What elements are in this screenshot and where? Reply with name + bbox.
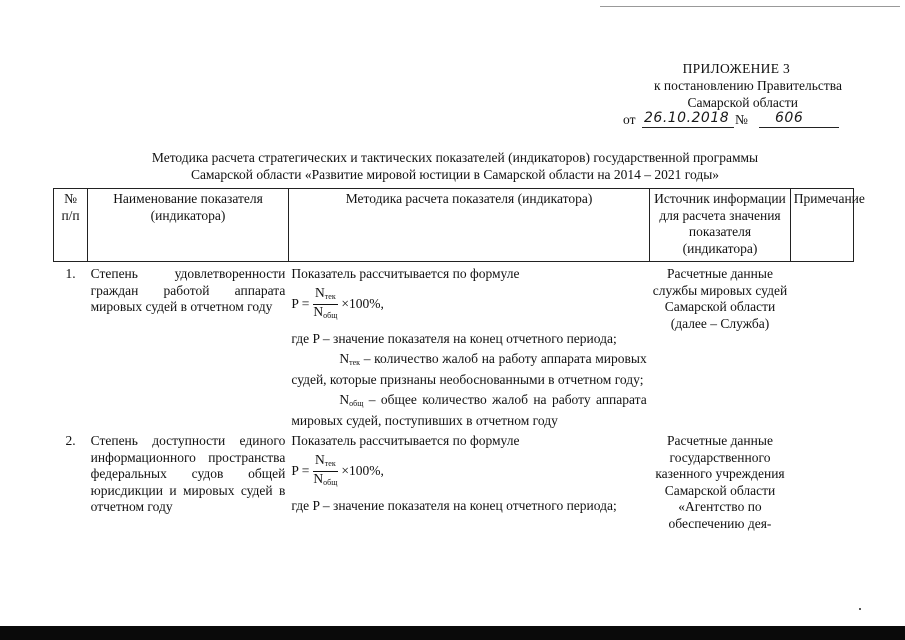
table-row	[54, 429, 854, 532]
number-underline	[759, 127, 839, 128]
formula-numerator-sub: тек	[324, 292, 336, 301]
formula-denominator-sub: общ	[323, 478, 338, 487]
document-title-line-2: Самарской области «Развитие мировой юстиции в Самарской области на 2014 – 2021 годы»	[190, 167, 720, 182]
document-title-line-1: Методика расчета стратегических и тактических показателей (индикаторов) государственной программы	[151, 150, 759, 165]
method-p-definition: где P – значение показателя на конец отчетного периода;	[291, 497, 617, 513]
formula-fraction	[311, 286, 339, 323]
appendix-title: ПРИЛОЖЕНИЕ 3	[682, 61, 790, 76]
formula-numerator: N	[315, 285, 325, 300]
handwritten-number: 606	[775, 110, 804, 126]
document-title	[60, 149, 850, 183]
handwritten-date: 26.10.2018	[644, 110, 730, 126]
method-variable-1: $N_{тек}$ – количество жалоб на работу аппарата мировых судей, которые признаны необоснованными в отчетном году;	[291, 351, 647, 387]
calculation-method	[288, 429, 649, 532]
formula-intro: Показатель рассчитывается по формуле	[291, 266, 520, 281]
formula-rhs: ×100%	[341, 296, 381, 312]
header-method: Методика расчета показателя (индикатора)	[288, 189, 649, 262]
scan-speck	[859, 608, 861, 610]
note-cell	[790, 262, 853, 430]
formula-intro: Показатель рассчитывается по формуле	[291, 433, 520, 448]
number-label: №	[735, 112, 748, 127]
scan-bottom-edge	[0, 626, 905, 640]
information-source: Расчетные данные службы мировых судей Самарской области (далее – Служба)	[652, 266, 788, 331]
row-number: 2.	[65, 433, 76, 448]
scan-edge-line	[600, 6, 900, 7]
formula-lhs: P =	[291, 296, 310, 312]
formula-numerator-sub: тек	[324, 459, 336, 468]
date-underline	[642, 127, 734, 128]
resolution-date-row	[623, 111, 843, 131]
row-number: 1.	[65, 266, 76, 281]
formula-denominator-sub: общ	[323, 311, 338, 320]
note-cell	[790, 429, 853, 532]
method-p-definition: где P – значение показателя на конец отчетного периода;	[291, 330, 617, 346]
method-variable-2: $N_{общ}$ – общее количество жалоб на работу аппарата мировых судей, поступивших в отчетном году	[291, 392, 647, 428]
indicators-table	[53, 188, 865, 532]
appendix-line-2: Самарской области	[687, 95, 798, 110]
indicator-name: Степень доступности единого информационного пространства федеральных судов общей юрисдикции и мировых судей в отчетном году	[90, 433, 286, 514]
formula-tail: ,	[380, 463, 384, 479]
calculation-method	[288, 262, 649, 430]
formula-lhs: P =	[291, 463, 310, 479]
indicator-name: Степень удовлетворенности граждан работой аппарата мировых судей в отчетном году	[90, 266, 286, 314]
formula	[291, 287, 646, 323]
formula-tail: ,	[380, 296, 384, 312]
date-prefix: от	[623, 112, 636, 127]
formula-rhs: ×100%	[341, 463, 381, 479]
header-indicator-name: Наименование показателя (индикатора)	[88, 189, 289, 262]
formula-numerator: N	[315, 452, 325, 467]
table-row	[54, 262, 854, 430]
header-source: Источник информации для расчета значения показателя (индикатора)	[650, 189, 791, 262]
formula-fraction	[311, 453, 339, 490]
formula-denominator: N	[313, 471, 324, 486]
appendix-line-1: к постановлению Правительства	[653, 78, 842, 93]
formula	[291, 454, 646, 490]
header-number: № п/п	[54, 189, 88, 262]
appendix-header	[560, 60, 842, 111]
header-note: Примечание	[790, 189, 853, 262]
formula-denominator: N	[313, 304, 324, 319]
table-header-row	[54, 189, 854, 262]
information-source: Расчетные данные государственного казенного учреждения Самарской области «Агентство по обеспечению дея-	[655, 433, 785, 531]
